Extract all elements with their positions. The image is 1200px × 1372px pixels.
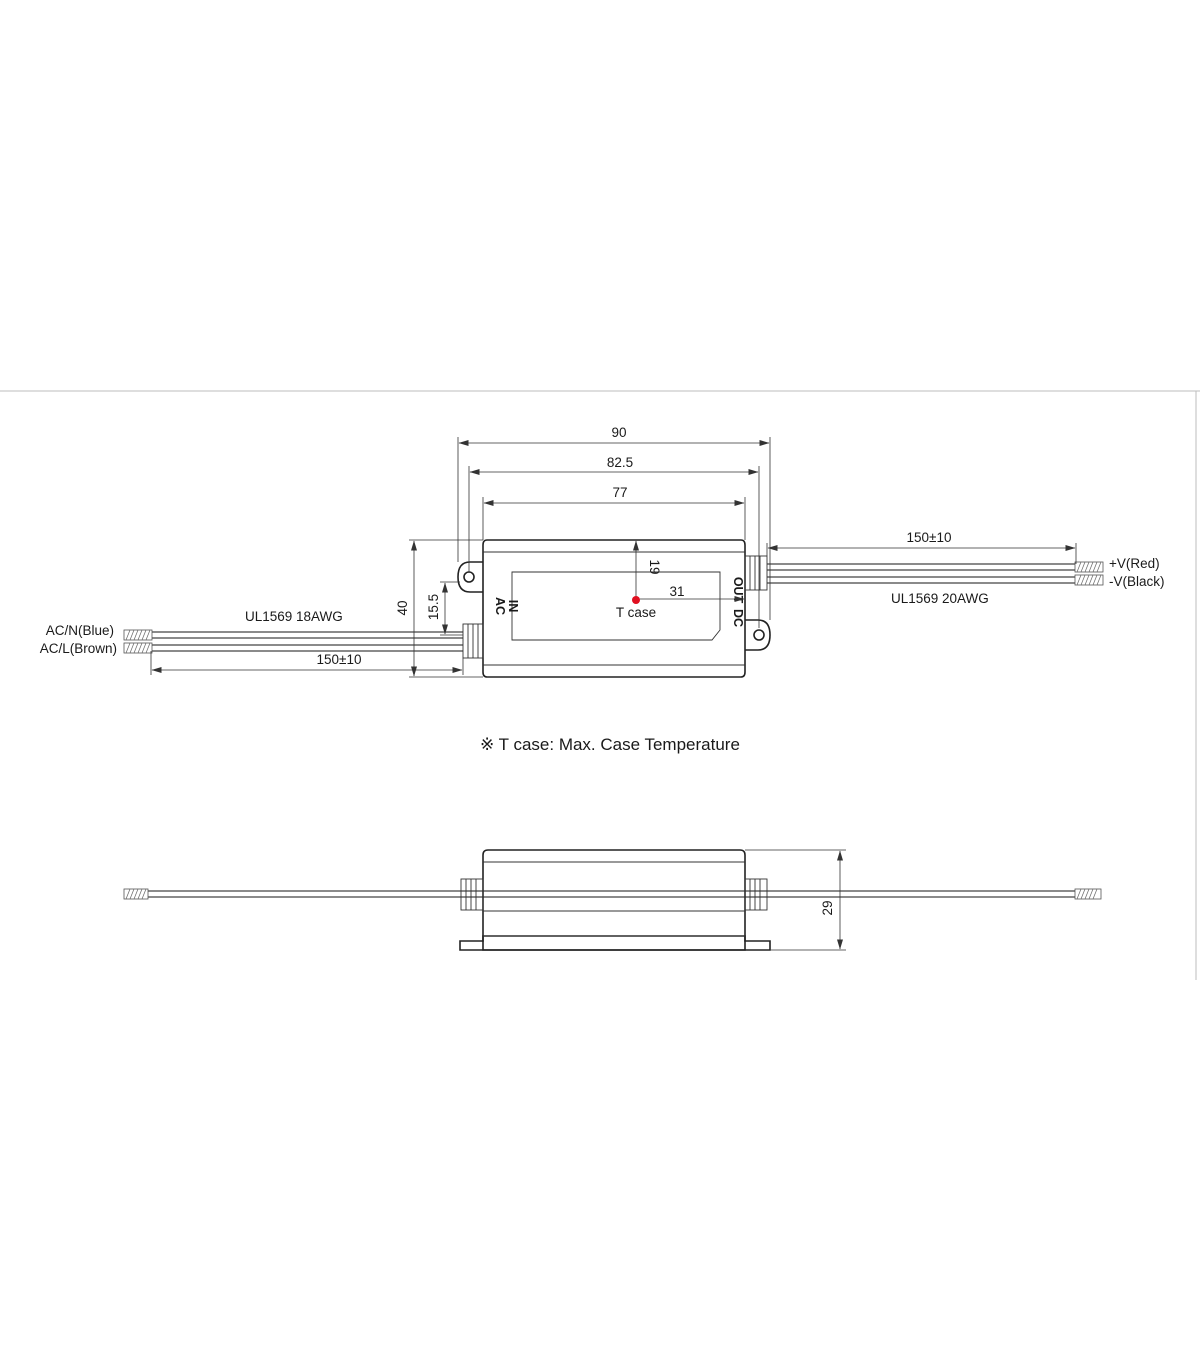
side-wire-strip-left <box>124 889 148 899</box>
input-wires <box>124 630 463 653</box>
svg-text:15.5: 15.5 <box>426 593 441 621</box>
mounting-ear-right <box>745 620 770 650</box>
side-base-flange <box>460 936 770 950</box>
svg-text:150±10: 150±10 <box>906 530 952 545</box>
svg-text:AC: AC <box>493 596 507 616</box>
side-gland-right <box>745 879 767 910</box>
dimension-77 <box>483 485 745 540</box>
dimension-15-5 <box>426 582 463 635</box>
input-wire-spec: UL1569 18AWG <box>245 609 343 624</box>
dc-out-label <box>731 577 745 627</box>
output-wire-spec: UL1569 20AWG <box>891 591 989 606</box>
input-cable-gland <box>463 624 483 658</box>
tcase-point <box>632 596 640 604</box>
svg-text:IN: IN <box>506 599 520 613</box>
svg-text:77: 77 <box>612 485 628 500</box>
input-wire-strip-hatch <box>124 630 152 653</box>
top-view <box>40 425 1165 677</box>
dimension-input-wire-length <box>151 651 463 675</box>
svg-text:19: 19 <box>647 559 662 575</box>
output-cable-gland <box>745 556 767 590</box>
svg-text:OUT: OUT <box>731 576 745 604</box>
svg-text:82.5: 82.5 <box>606 455 634 470</box>
tcase-dimension-31 <box>640 584 744 599</box>
svg-text:150±10: 150±10 <box>316 652 362 667</box>
svg-text:DC: DC <box>731 608 745 628</box>
tcase-dimension-19 <box>636 541 662 598</box>
acn-wire-label: AC/N(Blue) <box>45 623 114 638</box>
vneg-wire-label: -V(Black) <box>1109 574 1165 589</box>
output-wires <box>767 562 1103 585</box>
case-body <box>483 540 745 677</box>
svg-text:40: 40 <box>395 600 410 616</box>
svg-text:29: 29 <box>820 900 835 916</box>
side-case-body <box>483 850 745 950</box>
side-wire-strip-right <box>1075 889 1101 899</box>
svg-text:31: 31 <box>669 584 685 599</box>
tcase-label: T case <box>615 605 657 620</box>
side-gland-left <box>461 879 483 910</box>
mounting-ear-left <box>458 562 483 592</box>
ac-in-label <box>493 597 520 615</box>
output-wire-strip-hatch <box>1075 562 1103 585</box>
tcase-note: ※ T case: Max. Case Temperature <box>480 735 740 754</box>
svg-text:90: 90 <box>611 425 627 440</box>
vpos-wire-label: +V(Red) <box>1109 556 1160 571</box>
acl-wire-label: AC/L(Brown) <box>39 641 117 656</box>
side-view <box>124 850 1101 950</box>
dimension-output-wire-length <box>767 530 1076 564</box>
